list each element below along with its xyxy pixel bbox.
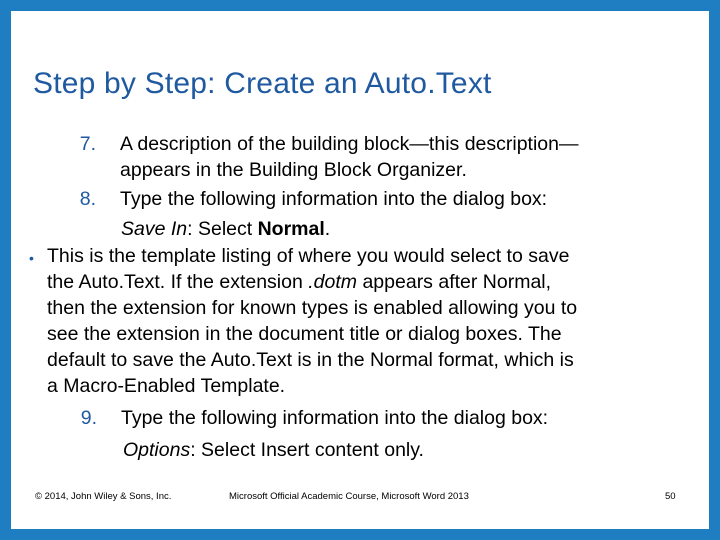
save-in-sep: : Select — [187, 218, 258, 240]
step-9-sub — [123, 437, 424, 463]
bullet-line-2-text: the Auto.Text. If the extension — [47, 271, 309, 293]
step-number-7: 7. — [79, 133, 96, 155]
step-8-sub — [121, 216, 330, 242]
bullet-symbol: • — [29, 250, 34, 266]
slide-title: Step by Step: Create an Auto.Text — [33, 67, 492, 100]
save-in-value: Normal — [257, 218, 325, 240]
dotm-extension: .dotm — [308, 271, 358, 293]
step-9-line-1: Type the following information into the dialog box: — [121, 407, 549, 429]
step-8-line-1: Type the following information into the dialog box: — [120, 188, 548, 210]
step-number-8: 8. — [79, 188, 96, 210]
bullet-line-3: then the extension for known types is enabled allowing you to — [47, 297, 578, 319]
save-in-label: Save In — [121, 218, 188, 240]
options-rest: : Select Insert content only. — [190, 439, 424, 461]
slide-body — [11, 11, 709, 529]
bullet-line-4: see the extension in the document title or dialog boxes. The — [47, 323, 562, 345]
options-label: Options — [123, 439, 191, 461]
footer-course: Microsoft Official Academic Course, Microsoft Word 2013 — [229, 491, 469, 502]
footer-page-number: 50 — [665, 491, 676, 502]
step-7-line-1: A description of the building block—this description— — [120, 133, 579, 155]
bullet-line-2-end: appears after Normal, — [357, 271, 552, 293]
bullet-line-6: a Macro-Enabled Template. — [47, 375, 286, 397]
bullet-line-2 — [47, 269, 551, 295]
bullet-line-5: default to save the Auto.Text is in the Normal format, which is — [47, 349, 574, 371]
slide — [11, 11, 709, 529]
step-7-line-2: appears in the Building Block Organizer. — [120, 159, 467, 181]
step-number-9: 9. — [80, 407, 97, 429]
bullet-line-1: This is the template listing of where you would select to save — [47, 245, 570, 267]
save-in-end: . — [324, 218, 331, 240]
footer-copyright: © 2014, John Wiley & Sons, Inc. — [35, 491, 172, 502]
